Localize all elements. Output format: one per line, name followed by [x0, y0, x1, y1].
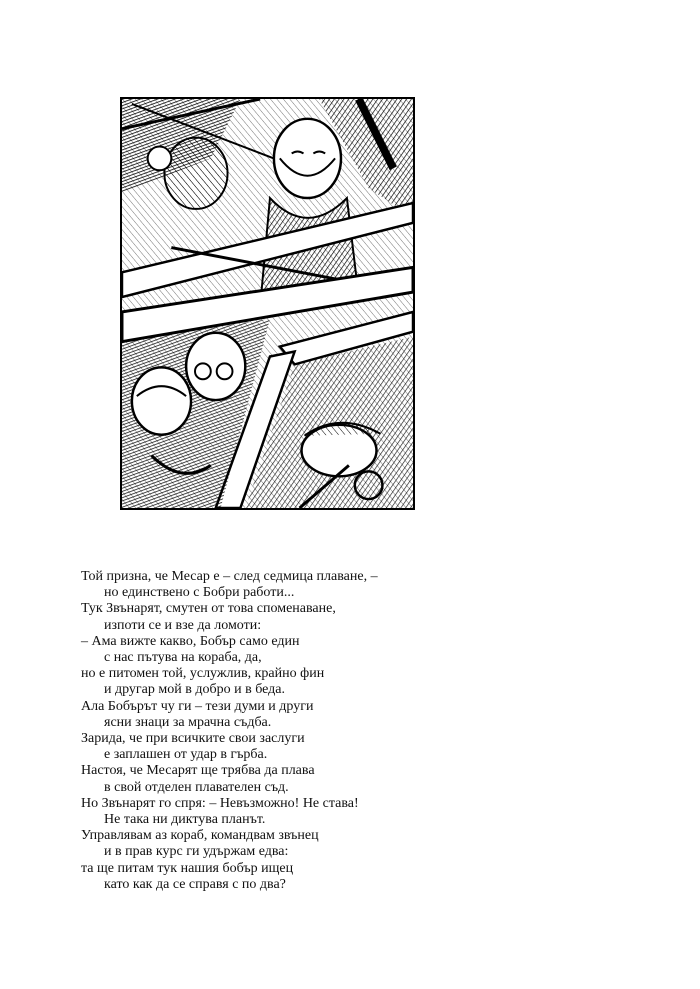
ship-crew-engraving-icon [122, 99, 413, 508]
poem-line: Не така ни диктува планът. [104, 812, 266, 828]
poem-line: та ще питам тук нашия бобър ищец [81, 860, 294, 876]
poem-line: и другар мой в добро и в беда. [104, 682, 286, 698]
poem-line: Управлявам аз кораб, командвам звънец [81, 828, 319, 844]
poem-text [81, 569, 641, 893]
poem-line: като как да се справя с по два? [104, 876, 286, 892]
poem-line: ясни знаци за мрачна съдба. [104, 714, 272, 730]
poem-line: в свой отделен плавателен съд. [104, 779, 289, 795]
poem-line: но единствено с Бобри работи... [104, 585, 295, 601]
poem-line: Тук Звънарят, смутен от това споменаване, [81, 601, 336, 617]
engraving-illustration [120, 97, 415, 510]
poem-line: и в прав курс ги удържам едва: [104, 844, 289, 860]
poem-line: – Ама вижте какво, Бобър само един [81, 633, 300, 649]
poem-line: Зарида, че при всичките свои заслуги [81, 731, 305, 747]
poem-line: Ала Бобърът чу ги – тези думи и други [81, 698, 314, 714]
poem-line: е заплашен от удар в гърба. [104, 747, 268, 763]
poem-line: Той призна, че Месар е – след седмица плаване, – [81, 569, 378, 584]
poem-line: но е питомен той, услужлив, крайно фин [81, 666, 325, 682]
poem-line: Настоя, че Месарят ще трябва да плава [81, 763, 315, 779]
poem-line: изпоти се и взе да ломоти: [104, 617, 262, 633]
poem-line: с нас пътува на кораба, да, [104, 650, 262, 666]
poem-line: Но Звънарят го спря: – Невъзможно! Не става! [81, 795, 359, 811]
